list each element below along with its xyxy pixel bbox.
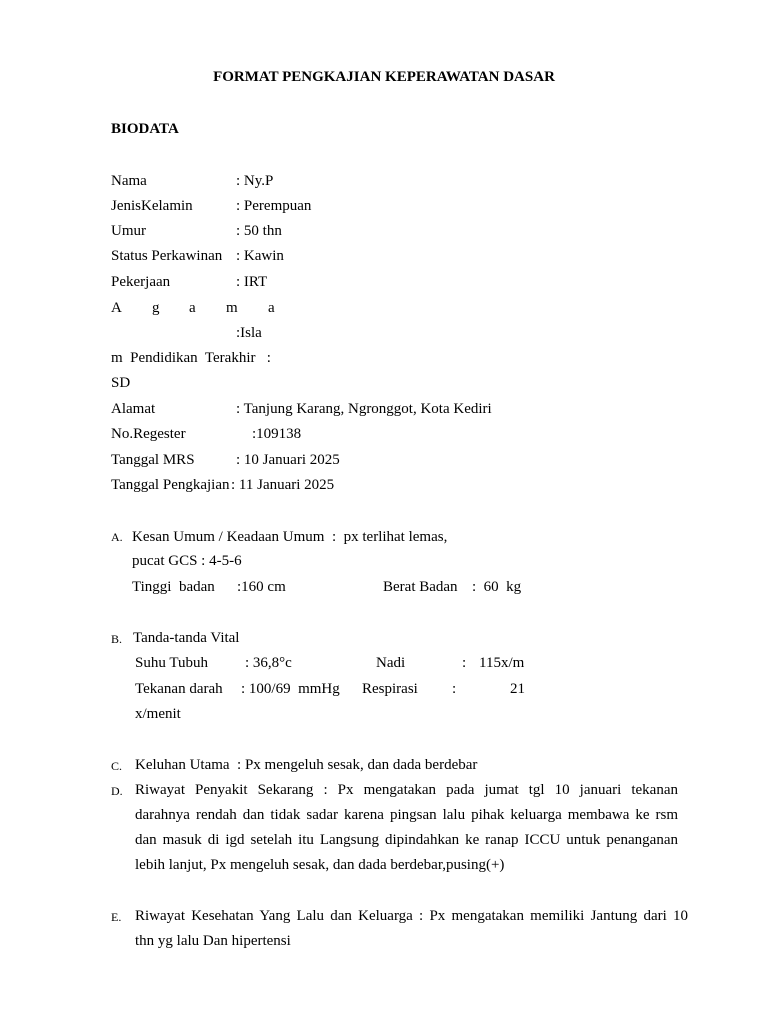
nama-label: Nama: [111, 173, 147, 189]
agama-label: [0, 299, 768, 317]
agama-letter: g: [152, 300, 160, 316]
pekerjaan-label: Pekerjaan: [111, 274, 171, 290]
jenis-kelamin-value: : Perempuan: [236, 198, 312, 214]
document-title: FORMAT PENGKAJIAN KEPERAWATAN DASAR: [213, 69, 555, 85]
respirasi-unit: x/menit: [135, 706, 181, 722]
tanggal-pengkajian-label: Tanggal Pengkajian: [111, 477, 230, 493]
respirasi-label: Respirasi: [362, 681, 418, 697]
alamat-value: : Tanjung Karang, Ngronggot, Kota Kediri: [236, 401, 492, 417]
section-c-marker: C.: [111, 759, 123, 773]
keluhan-utama-line: Keluhan Utama : Px mengeluh sesak, dan dada berdebar: [135, 757, 478, 773]
nadi-colon: :: [462, 655, 467, 671]
section-a-marker: A.: [111, 530, 123, 544]
riwayat-penyakit-line-2: darahnya rendah dan tidak sadar karena pingsan lalu pihak keluarga membawa ke rsm: [135, 807, 678, 823]
umur-value: : 50 thn: [236, 223, 282, 239]
berat-badan-label: Berat Badan: [383, 579, 458, 595]
status-perkawinan-label: Status Perkawinan: [111, 248, 223, 264]
pendidikan-label: m Pendidikan Terakhir :: [111, 350, 271, 366]
section-e-marker: E.: [111, 910, 122, 924]
respirasi-value: 21: [510, 681, 525, 697]
section-b-marker: B.: [111, 632, 123, 646]
section-d-marker: D.: [111, 784, 123, 798]
riwayat-kesehatan-line-1: Riwayat Kesehatan Yang Lalu dan Keluarga : Px mengatakan memiliki Jantung dari 10: [135, 908, 688, 924]
agama-value: :Isla: [236, 325, 262, 341]
tekanan-darah-value: : 100/69 mmHg: [241, 681, 340, 697]
riwayat-penyakit-line-4: lebih lanjut, Px mengeluh sesak, dan dada berdebar,pusing(+): [135, 857, 505, 873]
nadi-label: Nadi: [376, 655, 406, 671]
jenis-kelamin-label: JenisKelamin: [111, 198, 193, 214]
agama-letter: a: [189, 300, 196, 316]
suhu-tubuh-label: Suhu Tubuh: [135, 655, 208, 671]
nadi-value: 115x/m: [479, 655, 525, 671]
tekanan-darah-label: Tekanan darah: [135, 681, 223, 697]
tinggi-badan-label: Tinggi badan: [132, 579, 215, 595]
respirasi-colon: :: [452, 681, 457, 697]
pekerjaan-value: : IRT: [236, 274, 268, 290]
riwayat-kesehatan-line-2: thn yg lalu Dan hipertensi: [135, 933, 291, 949]
tanggal-pengkajian-value: : 11 Januari 2025: [231, 477, 335, 493]
biodata-heading: BIODATA: [111, 121, 179, 137]
gcs-line: pucat GCS : 4-5-6: [132, 553, 242, 569]
tinggi-badan-value: :160 cm: [237, 579, 286, 595]
status-perkawinan-value: : Kawin: [236, 248, 284, 264]
suhu-tubuh-value: : 36,8°c: [245, 655, 292, 671]
no-regester-label: No.Regester: [111, 426, 186, 442]
riwayat-penyakit-line-3: dan masuk di igd setelah itu Langsung dipindahkan ke ranap ICCU untuk penanganan: [135, 832, 678, 848]
no-regester-value: :109138: [252, 426, 302, 442]
pendidikan-value: SD: [111, 375, 131, 391]
kesan-umum-line: Kesan Umum / Keadaan Umum : px terlihat lemas,: [132, 529, 448, 545]
tanggal-mrs-label: Tanggal MRS: [111, 452, 195, 468]
nama-value: : Ny.P: [236, 173, 274, 189]
tanggal-mrs-value: : 10 Januari 2025: [236, 452, 340, 468]
alamat-label: Alamat: [111, 401, 156, 417]
berat-badan-value: : 60 kg: [472, 579, 522, 595]
agama-letter: m: [226, 300, 238, 316]
tanda-vital-heading: Tanda-tanda Vital: [133, 630, 240, 646]
umur-label: Umur: [111, 223, 146, 239]
agama-letter: A: [111, 300, 122, 316]
riwayat-penyakit-line-1: Riwayat Penyakit Sekarang : Px mengatakan pada jumat tgl 10 januari tekanan: [135, 782, 678, 798]
agama-letter: a: [268, 300, 275, 316]
